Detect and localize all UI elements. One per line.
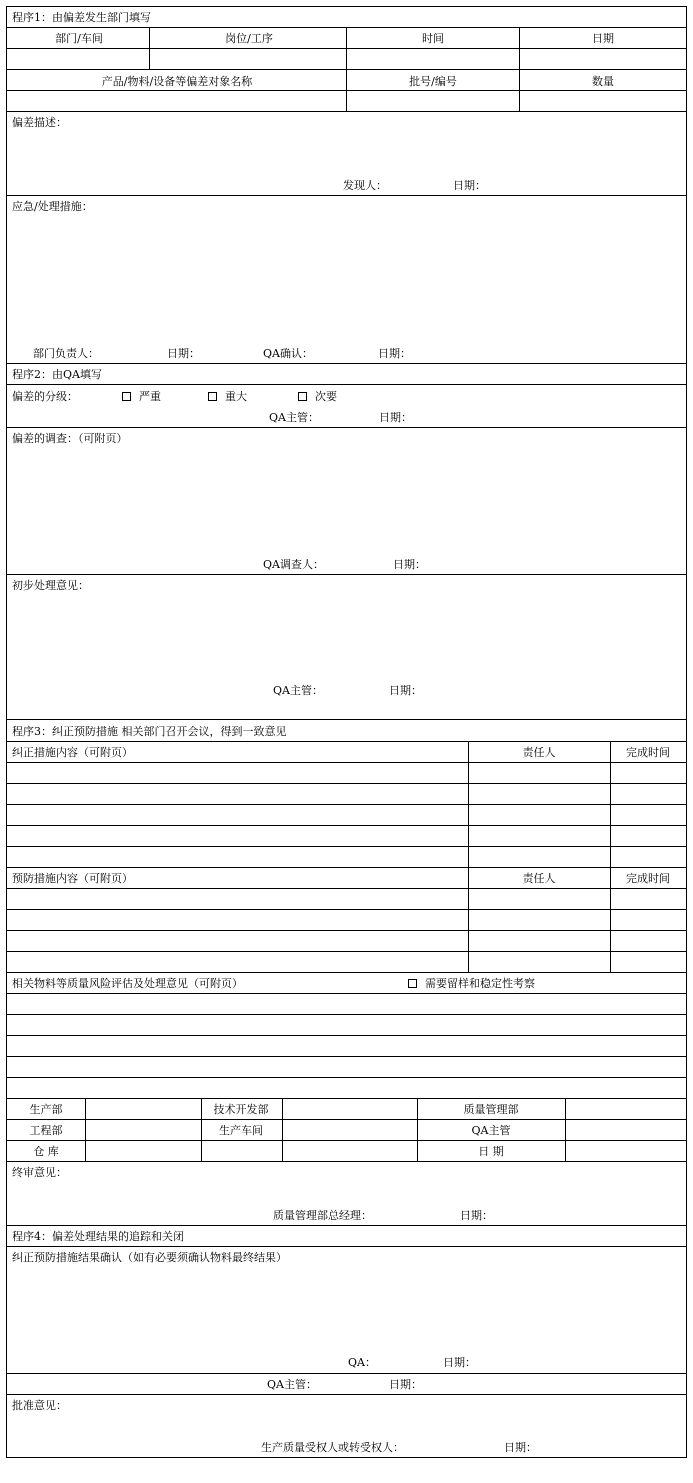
investigation-label: 偏差的调查：（可附页） [12, 432, 128, 445]
tech-dev-dept-label: 技术开发部 [213, 1103, 269, 1116]
signoff-date-label: 日 期 [478, 1145, 504, 1158]
final-review-label: 终审意见： [12, 1166, 67, 1179]
retain-sample-option[interactable]: 需要留样和稳定性考察 [408, 977, 535, 990]
result-qa-supervisor-label: QA主管： [267, 1378, 317, 1391]
position-field[interactable] [150, 49, 346, 69]
dept-signature-fields[interactable] [86, 1099, 201, 1161]
position-header: 岗位/工序 [225, 32, 273, 45]
procedure3-title: 程序3：纠正预防措施 相关部门召开会议，得到一致意见 [12, 725, 287, 738]
final-review-date-label: 日期： [460, 1209, 493, 1222]
authorized-person-label: 生产质量受权人或转受权人： [261, 1441, 404, 1454]
description-field[interactable] [7, 131, 686, 177]
discoverer-date-label: 日期： [453, 179, 486, 192]
preventive-responsible-header: 责任人 [522, 872, 556, 885]
major-checkbox[interactable] [208, 392, 217, 401]
classification-date-label: 日期： [379, 411, 412, 424]
batch-field[interactable] [347, 91, 519, 111]
corrective-label: 纠正措施内容（可附页） [12, 746, 133, 759]
time-header: 时间 [422, 32, 444, 45]
object-name-header: 产品/物料/设备等偏差对象名称 [101, 75, 253, 88]
corrective-responsible-header: 责任人 [522, 746, 556, 759]
corrective-completion-header: 完成时间 [626, 746, 670, 759]
object-name-field[interactable] [7, 91, 346, 111]
approval-label: 批准意见： [12, 1399, 67, 1412]
qa-confirm-label: QA确认： [263, 347, 313, 360]
classification-qa-supervisor-label: QA主管： [269, 411, 319, 424]
deviation-report-form [6, 6, 687, 1458]
final-review-field[interactable] [7, 1181, 686, 1205]
time-field[interactable] [347, 49, 519, 69]
result-qa-supervisor-date-label: 日期： [389, 1378, 422, 1391]
preventive-completion-rows[interactable] [611, 889, 686, 972]
engineering-dept-label: 工程部 [29, 1124, 63, 1137]
qa-confirm-date-label: 日期： [378, 347, 411, 360]
department-field[interactable] [7, 49, 149, 69]
preventive-content-rows[interactable] [7, 889, 468, 972]
minor-checkbox[interactable] [298, 392, 307, 401]
approval-field[interactable] [7, 1414, 686, 1438]
preliminary-label: 初步处理意见： [12, 579, 89, 592]
result-qa-label: QA： [348, 1356, 376, 1369]
department-header: 部门/车间 [55, 32, 103, 45]
warehouse-label: 仓 库 [33, 1145, 59, 1158]
dept2-signature-fields[interactable] [283, 1099, 417, 1161]
preliminary-field[interactable] [7, 594, 686, 682]
classification-label: 偏差的分级： [12, 390, 78, 403]
retain-sample-checkbox[interactable] [408, 979, 417, 988]
description-label: 偏差描述： [12, 116, 67, 129]
production-dept-label: 生产部 [29, 1103, 63, 1116]
qa-investigator-label: QA调查人： [263, 558, 324, 571]
quality-mgmt-dept-label: 质量管理部 [463, 1103, 519, 1116]
corrective-content-rows[interactable] [7, 763, 468, 867]
date-field[interactable] [520, 49, 686, 69]
approval-date-label: 日期： [504, 1441, 537, 1454]
signoff-qa-supervisor-label: QA主管 [471, 1124, 511, 1137]
preliminary-date-label: 日期： [389, 684, 422, 697]
date-header: 日期 [592, 32, 614, 45]
severe-checkbox[interactable] [122, 392, 131, 401]
preventive-label: 预防措施内容（可附页） [12, 872, 133, 885]
procedure4-title: 程序4：偏差处理结果的追踪和关闭 [12, 1230, 184, 1243]
preliminary-qa-supervisor-label: QA主管： [273, 684, 323, 697]
emergency-field[interactable] [7, 215, 686, 343]
emergency-label: 应急/处理措施： [12, 200, 93, 213]
dept-head-date-label: 日期： [167, 347, 200, 360]
discoverer-label: 发现人： [343, 179, 387, 192]
procedure2-title: 程序2：由QA填写 [12, 368, 102, 381]
risk-assessment-rows[interactable] [7, 994, 686, 1098]
investigation-date-label: 日期： [393, 558, 426, 571]
result-confirm-field[interactable] [7, 1266, 686, 1352]
option-major[interactable]: 重大 [208, 390, 247, 403]
dept-head-label: 部门负责人： [33, 347, 99, 360]
result-qa-date-label: 日期： [443, 1356, 476, 1369]
option-minor[interactable]: 次要 [298, 390, 337, 403]
preventive-completion-header: 完成时间 [626, 872, 670, 885]
production-workshop-label: 生产车间 [219, 1124, 263, 1137]
risk-label: 相关物料等质量风险评估及处理意见（可附页） [12, 977, 243, 990]
procedure1-title: 程序1：由偏差发生部门填写 [12, 11, 151, 24]
option-severe[interactable]: 严重 [122, 390, 161, 403]
quantity-field[interactable] [520, 91, 686, 111]
batch-header: 批号/编号 [409, 75, 457, 88]
preventive-responsible-rows[interactable] [469, 889, 610, 972]
investigation-field[interactable] [7, 447, 686, 555]
result-confirm-label: 纠正预防措施结果确认（如有必要须确认物料最终结果） [12, 1251, 287, 1264]
corrective-responsible-rows[interactable] [469, 763, 610, 867]
quality-signature-fields[interactable] [566, 1099, 686, 1161]
quantity-header: 数量 [592, 75, 614, 88]
corrective-completion-rows[interactable] [611, 763, 686, 867]
quality-gm-label: 质量管理部总经理： [273, 1209, 372, 1222]
